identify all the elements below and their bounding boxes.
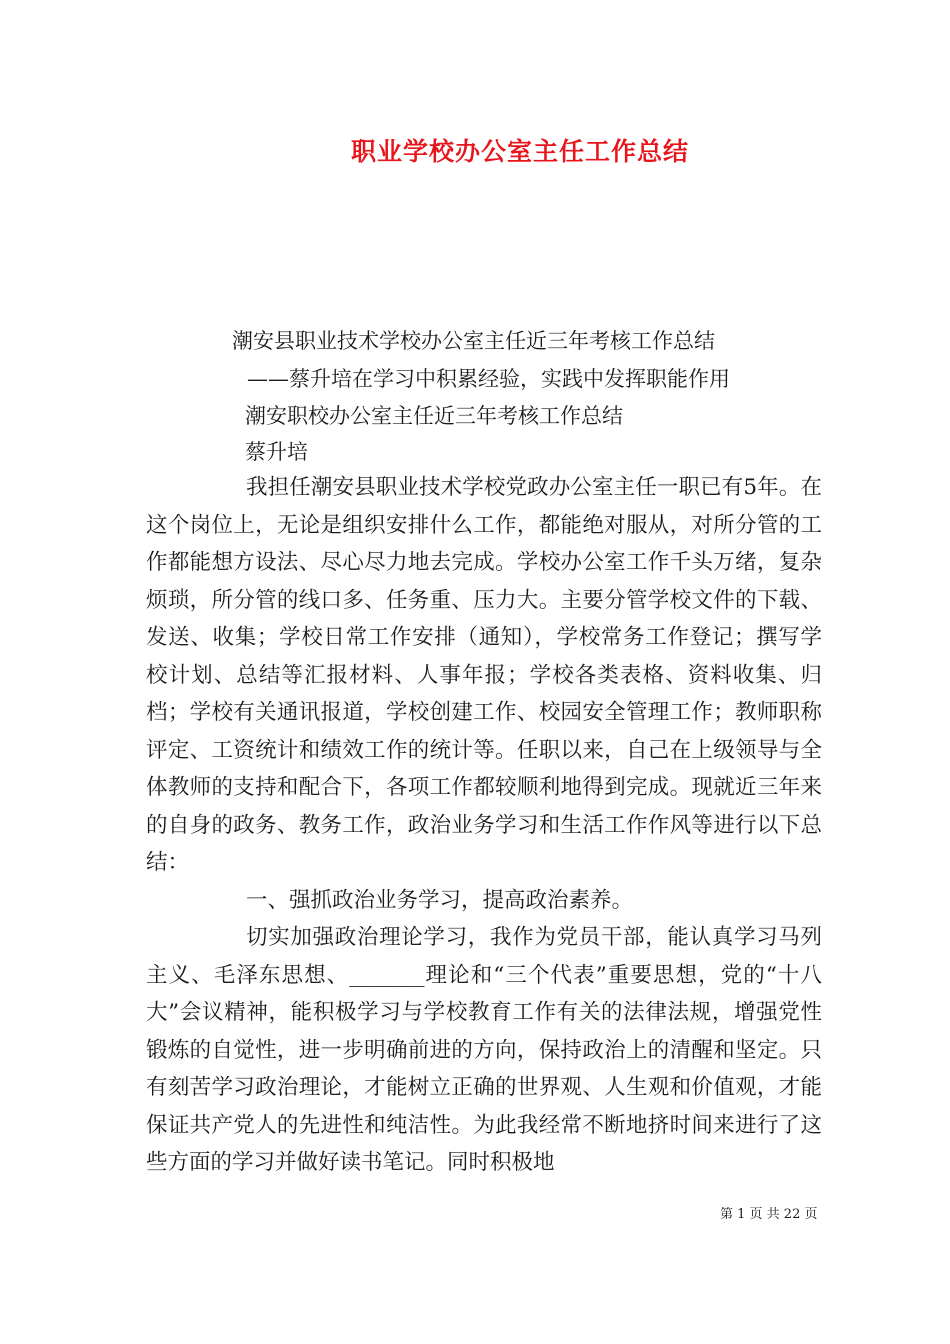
- page-footer: 第 1 页 共 22 页: [720, 1207, 818, 1222]
- document-body: [146, 469, 822, 1182]
- heading-line-1: 潮安县职业技术学校办公室主任近三年考核工作总结: [232, 329, 715, 353]
- paragraph-study: 切实加强政治理论学习，我作为党员干部，能认真学习马列主义、毛泽东思想、_______理论和“三个代表”重要思想，党的“十八大”会议精神，能积极学习与学校教育工作有关的法律法规，增强党性锻炼的自觉性，进一步明确前进的方向，保持政治上的清醒和坚定。只有刻苦学习政治理论，才能树立正确的世界观、人生观和价值观，才能保证共产党人的先进性和纯洁性。为此我经常不断地挤时间来进行了这些方面的学习并做好读书笔记。同时积极地: [146, 925, 822, 1175]
- document-title: 职业学校办公室主任工作总结: [350, 137, 689, 166]
- section-heading-1: 一、强抓政治业务学习，提高政治素养。: [246, 887, 634, 913]
- heading-line-3: 潮安职校办公室主任近三年考核工作总结: [245, 404, 623, 428]
- heading-line-2: ——蔡升培在学习中积累经验，实践中发挥职能作用: [247, 367, 730, 391]
- paragraph-intro: 我担任潮安县职业技术学校党政办公室主任一职已有5年。在这个岗位上，无论是组织安排什么工作，都能绝对服从，对所分管的工作都能想方设法、尽心尽力地去完成。学校办公室工作千头万绪，复杂烦琐，所分管的线口多、任务重、压力大。主要分管学校文件的下载、发送、收集；学校日常工作安排（通知），学校常务工作登记；撰写学校计划、总结等汇报材料、人事年报；学校各类表格、资料收集、归档；学校有关通讯报道，学校创建工作、校园安全管理工作；教师职称评定、工资统计和绩效工作的统计等。任职以来，自己在上级领导与全体教师的支持和配合下，各项工作都较顺利地得到完成。现就近三年来的自身的政务、教务工作，政治业务学习和生活工作作风等进行以下总结：: [146, 475, 822, 875]
- author-name: 蔡升培: [245, 440, 308, 464]
